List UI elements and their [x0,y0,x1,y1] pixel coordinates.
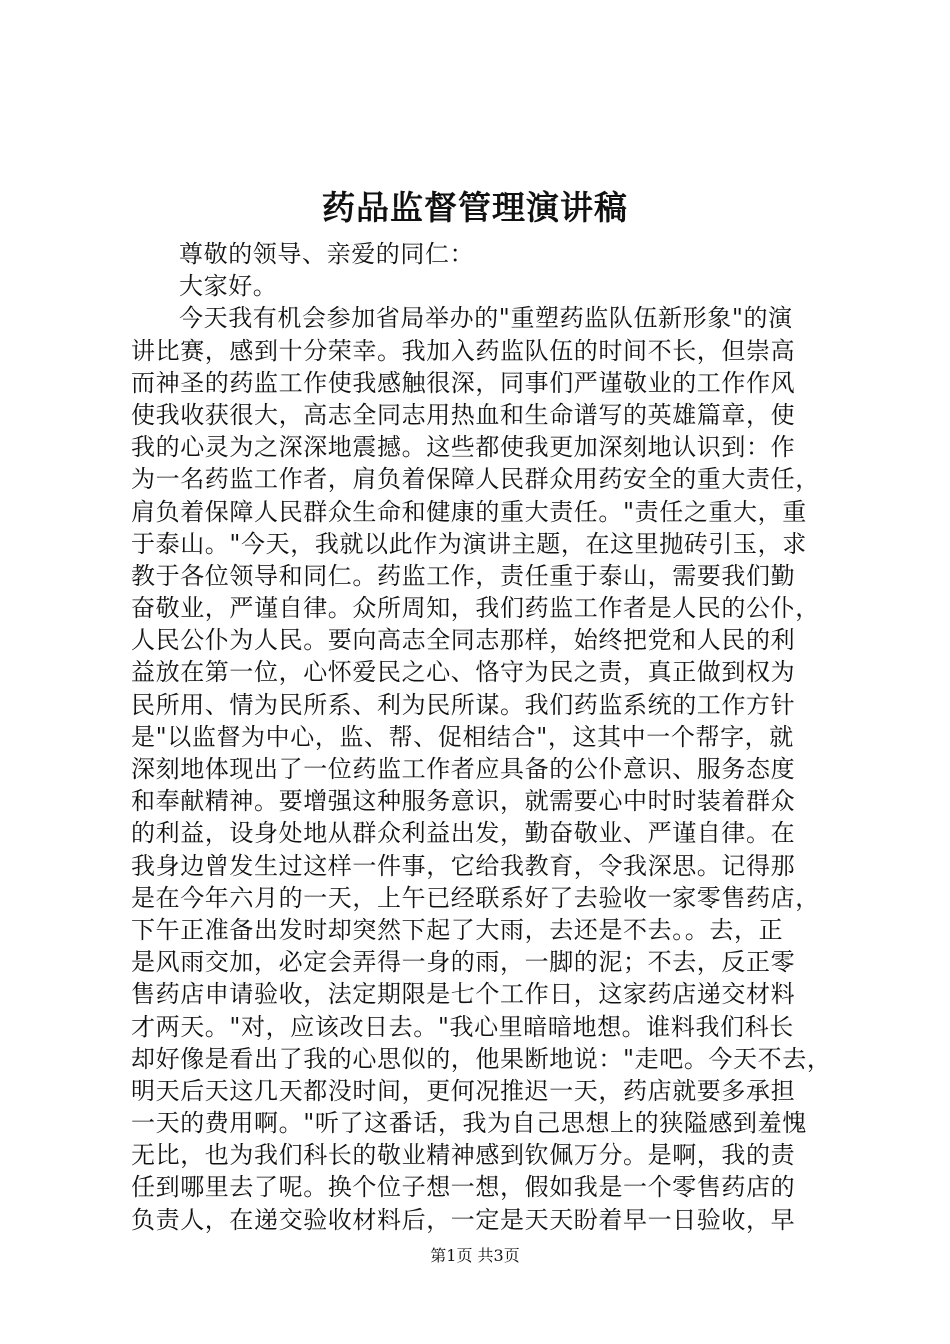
document-body [131,238,831,1236]
body-line: 使我收获很大，高志全同志用热血和生命谱写的英雄篇章，使 [131,400,796,429]
document-title: 药品监督管理演讲稿 [322,188,628,227]
body-line: 一天的费用啊。"听了这番话，我为自己思想上的狭隘感到羞愧 [131,1109,807,1138]
body-line: 的利益，设身处地从群众利益出发，勤奋敬业、严谨自律。在 [131,819,796,848]
body-line: 是在今年六月的一天，上午已经联系好了去验收一家零售药店， [131,883,820,912]
body-line: 任到哪里去了呢。换个位子想一想，假如我是一个零售药店的 [131,1173,796,1202]
body-line: 和奉献精神。要增强这种服务意识，就需要心中时时装着群众 [131,787,796,816]
body-line: 我身边曾发生过这样一件事，它给我教育，令我深思。记得那 [131,851,796,880]
body-line: 讲比赛，感到十分荣幸。我加入药监队伍的时间不长，但崇高 [131,336,796,365]
body-line: 于泰山。"今天，我就以此作为演讲主题，在这里抛砖引玉，求 [131,529,807,558]
body-line: 今天我有机会参加省局举办的"重塑药监队伍新形象"的演 [179,304,793,333]
body-line: 肩负着保障人民群众生命和健康的重大责任。"责任之重大，重 [131,497,807,526]
body-line: 是"以监督为中心，监、帮、促相结合"，这其中一个帮字，就 [131,722,794,751]
body-line: 人民公仆为人民。要向高志全同志那样，始终把党和人民的利 [131,626,796,655]
body-line: 大家好。 [179,272,278,301]
body-line: 售药店申请验收，法定期限是七个工作日，这家药店递交材料 [131,980,796,1009]
page-footer: 第1页 共3页 [430,1246,520,1265]
body-line: 尊敬的领导、亲爱的同仁： [179,240,475,268]
body-line: 却好像是看出了我的心思似的，他果断地说："走吧。今天不去， [131,1044,832,1073]
body-line: 才两天。"对，应该改日去。"我心里暗暗地想。谁料我们科长 [131,1012,794,1041]
body-line: 明天后天这几天都没时间，更何况推迟一天，药店就要多承担 [131,1076,796,1105]
body-line: 我的心灵为之深深地震撼。这些都使我更加深刻地认识到：作 [131,433,796,462]
body-line: 民所用、情为民所系、利为民所谋。我们药监系统的工作方针 [131,690,796,719]
body-line: 奋敬业，严谨自律。众所周知，我们药监工作者是人民的公仆， [131,594,820,623]
body-line: 而神圣的药监工作使我感触很深，同事们严谨敬业的工作作风 [131,368,796,397]
body-line: 负责人，在递交验收材料后，一定是天天盼着早一日验收，早 [131,1205,796,1234]
body-line: 无比，也为我们科长的敬业精神感到钦佩万分。是啊，我的责 [131,1141,796,1170]
body-line: 深刻地体现出了一位药监工作者应具备的公仆意识、服务态度 [131,755,796,783]
body-line: 为一名药监工作者，肩负着保障人民群众用药安全的重大责任， [131,465,820,494]
body-line: 是风雨交加，必定会弄得一身的雨，一脚的泥；不去，反正零 [131,948,796,977]
body-line: 下午正准备出发时却突然下起了大雨，去还是不去。。去，正 [131,915,784,944]
body-line: 益放在第一位，心怀爱民之心、恪守为民之责，真正做到权为 [131,658,796,687]
body-line: 教于各位领导和同仁。药监工作，责任重于泰山，需要我们勤 [131,561,796,590]
